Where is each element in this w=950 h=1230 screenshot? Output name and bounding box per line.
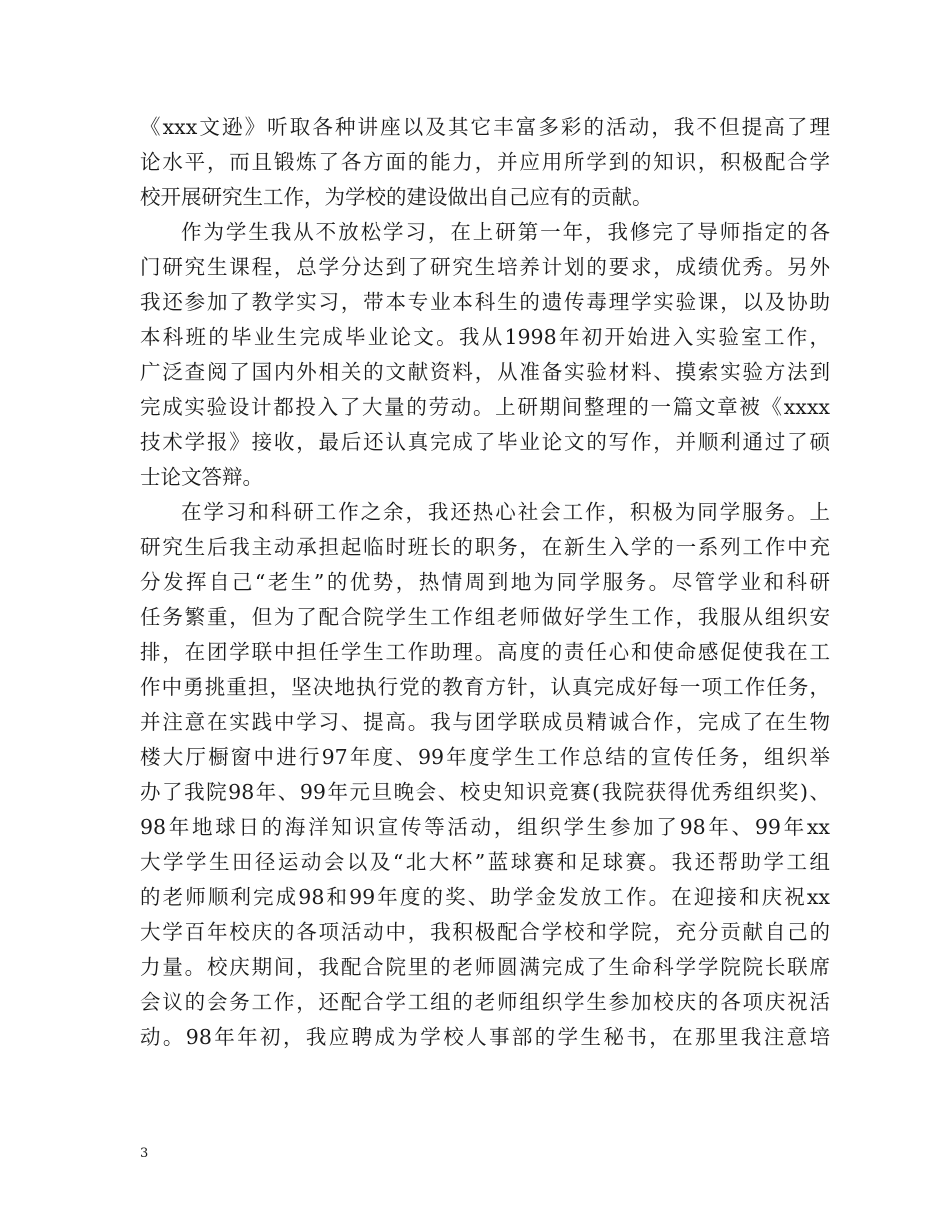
text-line: 分发挥自己“老生”的优势，热情周到地为同学服务。尽管学业和科研 bbox=[140, 570, 830, 594]
text-line: 排，在团学联中担任学生工作助理。高度的责任心和使命感促使我在工 bbox=[140, 640, 830, 664]
text-line: 任务繁重，但为了配合院学生工作组老师做好学生工作，我服从组织安 bbox=[140, 605, 830, 629]
body-text bbox=[140, 110, 830, 1055]
text-line: 动。98年年初，我应聘成为学校人事部的学生秘书，在那里我注意培 bbox=[140, 1025, 830, 1049]
text-line: 技术学报》接收，最后还认真完成了毕业论文的写作，并顺利通过了硕 bbox=[140, 430, 830, 454]
text-line: 论水平，而且锻炼了各方面的能力，并应用所学到的知识，积极配合学 bbox=[140, 150, 830, 174]
text-line: 大学百年校庆的各项活动中，我积极配合学校和学院，充分贡献自己的 bbox=[140, 920, 830, 944]
text-line: 并注意在实践中学习、提高。我与团学联成员精诚合作，完成了在生物 bbox=[140, 710, 830, 734]
text-line: 门研究生课程，总学分达到了研究生培养计划的要求，成绩优秀。另外 bbox=[140, 255, 830, 279]
text-line: 楼大厅橱窗中进行97年度、99年度学生工作总结的宣传任务，组织举 bbox=[140, 745, 830, 769]
text-line: 大学学生田径运动会以及“北大杯”蓝球赛和足球赛。我还帮助学工组 bbox=[140, 850, 830, 874]
text-line: 作中勇挑重担，坚决地执行党的教育方针，认真完成好每一项工作任务， bbox=[140, 675, 830, 699]
text-line: 的老师顺利完成98和99年度的奖、助学金发放工作。在迎接和庆祝xx bbox=[140, 885, 830, 909]
text-line: 广泛查阅了国内外相关的文献资料，从准备实验材料、摸索实验方法到 bbox=[140, 360, 830, 384]
text-line: 力量。校庆期间，我配合院里的老师圆满完成了生命科学学院院长联席 bbox=[140, 955, 830, 979]
paragraph-continuation bbox=[140, 110, 830, 215]
page-number: 3 bbox=[140, 1146, 149, 1161]
text-line: 研究生后我主动承担起临时班长的职务，在新生入学的一系列工作中充 bbox=[140, 535, 830, 559]
text-line: 98年地球日的海洋知识宣传等活动，组织学生参加了98年、99年xx bbox=[140, 815, 830, 839]
text-line: 士论文答辩。 bbox=[140, 465, 263, 489]
text-line: 我还参加了教学实习，带本专业本科生的遗传毒理学实验课，以及协助 bbox=[140, 290, 830, 314]
text-line: 作为学生我从不放松学习，在上研第一年，我修完了导师指定的各 bbox=[181, 220, 830, 244]
text-line: 校开展研究生工作，为学校的建设做出自己应有的贡献。 bbox=[140, 185, 653, 209]
text-line: 办了我院98年、99年元旦晚会、校史知识竞赛(我院获得优秀组织奖)、 bbox=[140, 780, 830, 804]
text-line: 完成实验设计都投入了大量的劳动。上研期间整理的一篇文章被《xxxx bbox=[140, 395, 830, 419]
text-line: 会议的会务工作，还配合学工组的老师组织学生参加校庆的各项庆祝活 bbox=[140, 990, 830, 1014]
text-line: 本科班的毕业生完成毕业论文。我从1998年初开始进入实验室工作， bbox=[140, 325, 830, 349]
paragraph-study bbox=[140, 215, 830, 495]
text-line: 《xxx文逊》听取各种讲座以及其它丰富多彩的活动，我不但提高了理 bbox=[140, 115, 830, 139]
text-line: 在学习和科研工作之余，我还热心社会工作，积极为同学服务。上 bbox=[181, 500, 830, 524]
paragraph-social-work bbox=[140, 495, 830, 1055]
